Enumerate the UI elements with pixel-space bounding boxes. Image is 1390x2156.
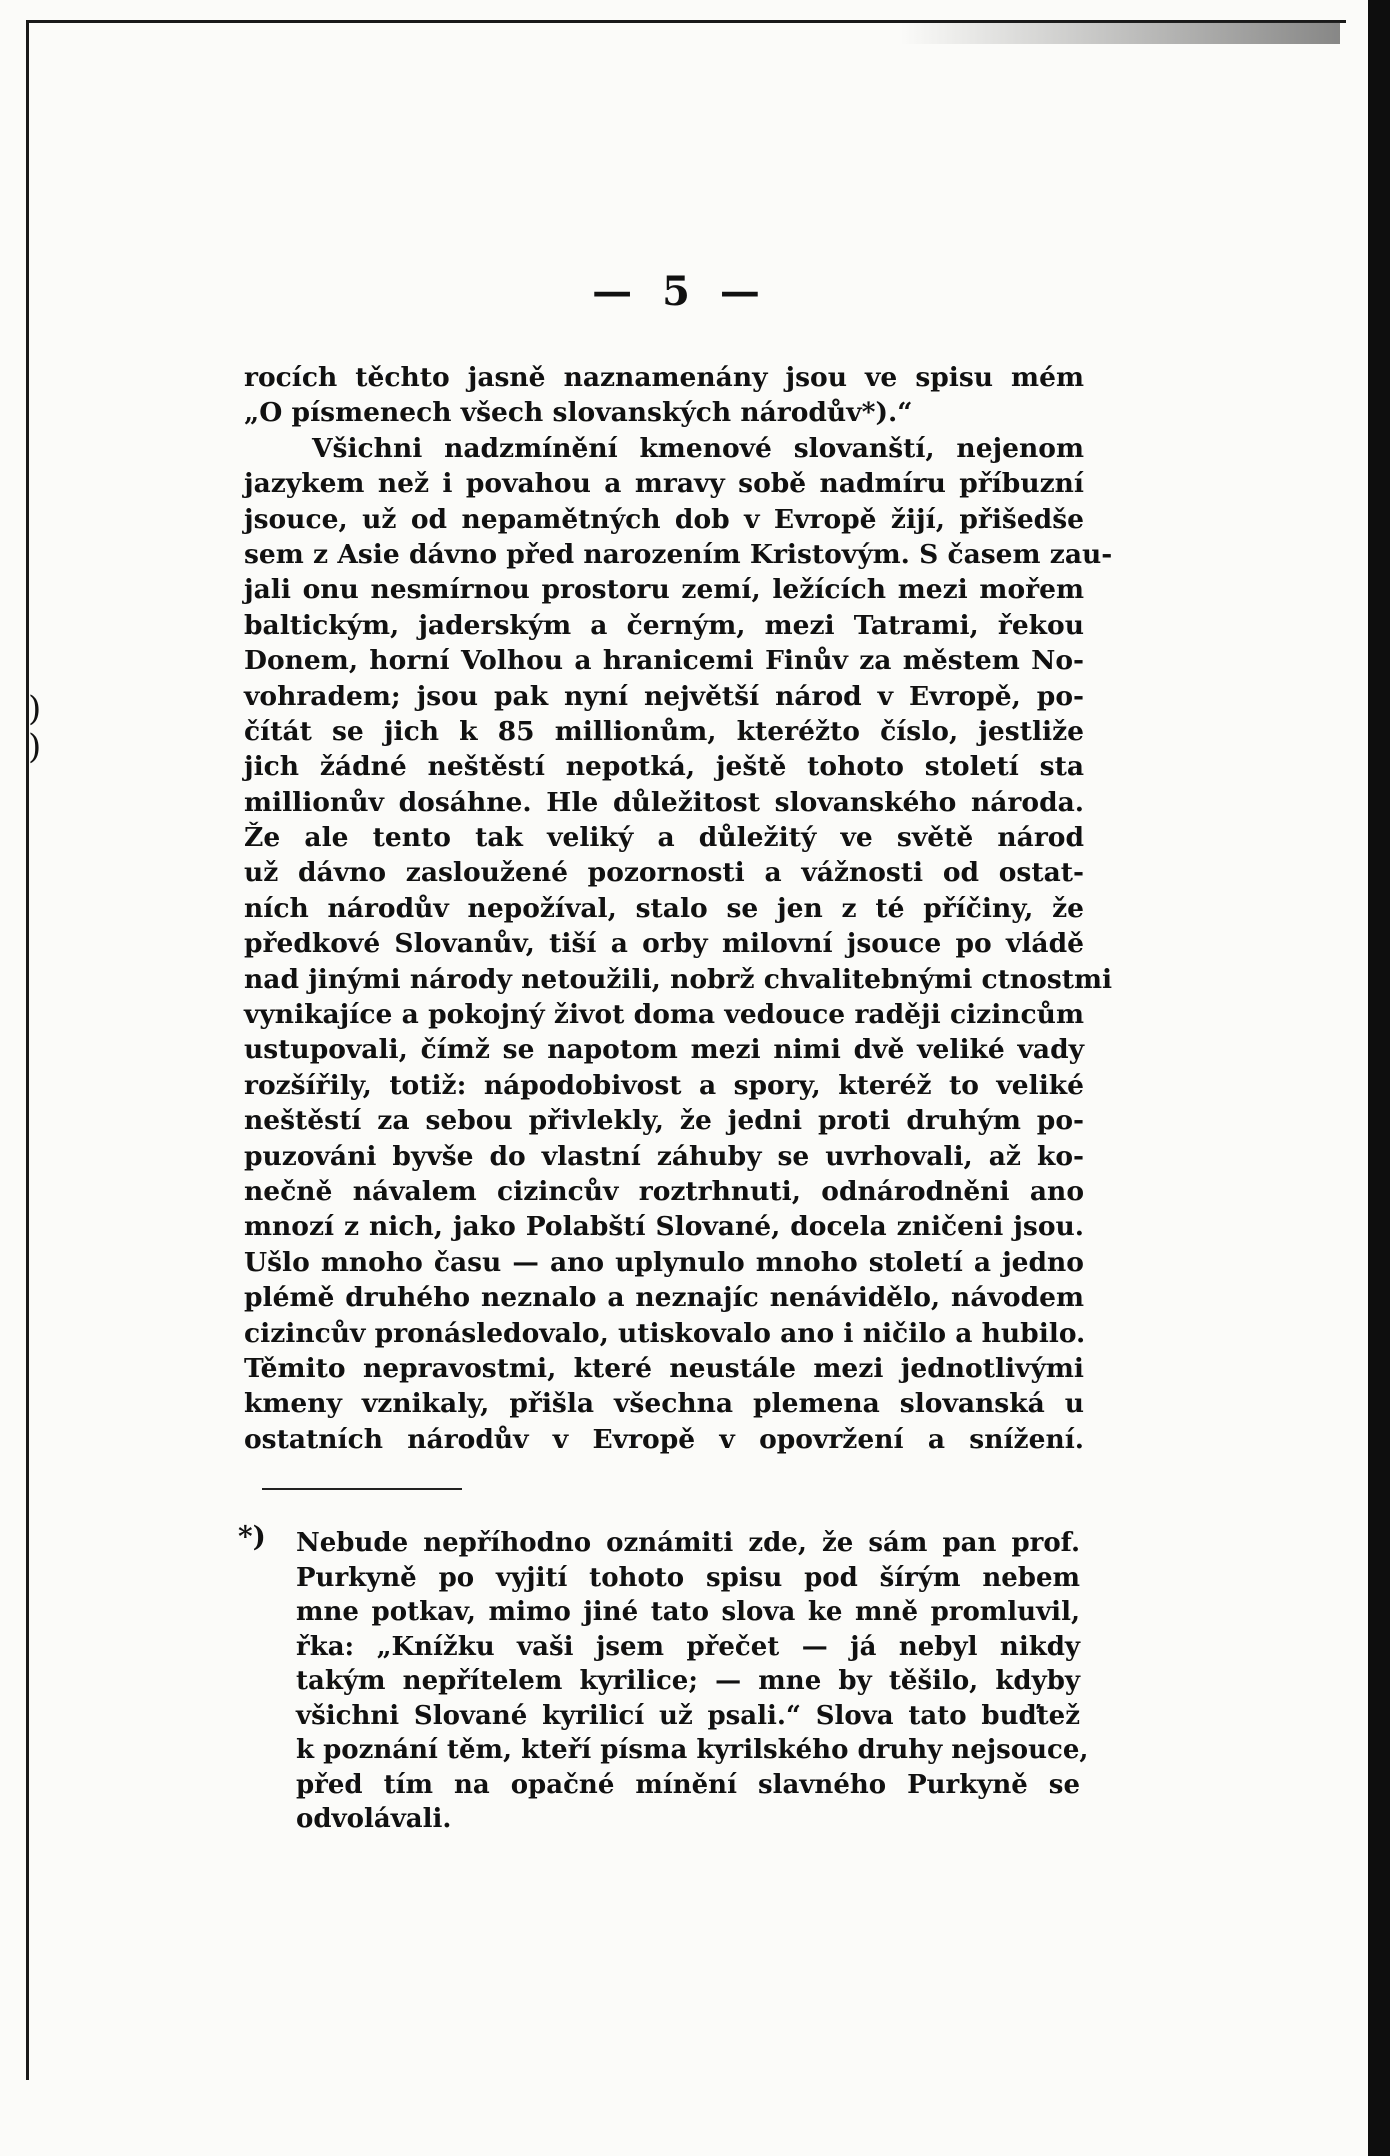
text-line: sem z Asie dávno před narozením Kristovým. S časem zau- <box>244 538 1113 570</box>
footnote-line: Purkyně po vyjití tohoto spisu pod šírým nebem <box>296 1562 1080 1593</box>
footnote-line: mne potkav, mimo jiné tato slova ke mně promluvil, <box>296 1597 1080 1627</box>
footnote-line: k poznání těm, kteří písma kyrilského druhy nejsouce, <box>296 1735 1089 1765</box>
footnote-line: Nebude nepříhodno oznámiti zde, že sám pan prof. <box>296 1528 1080 1558</box>
text-line: Že ale tento tak veliký a důležitý ve světě národ <box>244 822 1084 854</box>
text-line: jich žádné neštěstí nepotká, ještě tohoto století sta <box>244 751 1084 783</box>
footnote <box>296 1526 1089 1837</box>
text-line: jsouce, už od nepamětných dob v Evropě žijí, přišedše <box>244 503 1084 535</box>
footnote-marker: *) <box>238 1520 266 1553</box>
text-line: nad jinými národy netoužili, nobrž chvalitebnými ctnostmi <box>244 963 1113 995</box>
text-line: Ušlo mnoho času — ano uplynulo mnoho století a jedno <box>244 1246 1084 1278</box>
text-line: rozšířily, totiž: nápodobivost a spory, kteréž to veliké <box>244 1069 1084 1101</box>
footnote-line: odvolávali. <box>296 1804 452 1834</box>
text-line: cizincův pronásledovalo, utiskovalo ano i ničilo a hubilo. <box>244 1317 1086 1349</box>
footnote-divider <box>262 1488 462 1490</box>
footnote-line: takým nepřítelem kyrilice; — mne by těšilo, kdyby <box>296 1666 1080 1696</box>
text-line: ních národův nepožíval, stalo se jen z té příčiny, že <box>244 892 1084 924</box>
text-line: nečně návalem cizincův roztrhnuti, odnárodněni ano <box>244 1175 1084 1207</box>
text-line: vohradem; jsou pak nyní největší národ v Evropě, po- <box>244 680 1084 712</box>
scan-edge-right <box>1368 0 1390 2156</box>
text-line: Těmito nepravostmi, které neustále mezi jednotlivými <box>244 1352 1084 1384</box>
text-line: kmeny vznikaly, přišla všechna plemena slovanská u <box>244 1388 1084 1420</box>
page-number: — 5 — <box>592 268 768 315</box>
text-line: jali onu nesmírnou prostoru zemí, ležících mezi mořem <box>244 574 1084 606</box>
text-line: už dávno zasloužené pozornosti a vážnosti od ostat- <box>244 857 1084 889</box>
text-line: plémě druhého neznalo a neznajíc nenávidělo, návodem <box>244 1282 1084 1314</box>
text-line: Všichni nadzmínění kmenové slovanští, nejenom <box>312 432 1084 464</box>
text-line: čítát se jich k 85 millionům, kteréžto číslo, jestliže <box>244 715 1084 747</box>
footnote-line: všichni Slované kyrilicí už psali.“ Slova tato buďtež <box>296 1700 1080 1731</box>
text-line: ostatních národův v Evropě v opovržení a snížení. <box>244 1423 1084 1455</box>
footnote-line: před tím na opačné mínění slavného Purkyně se <box>296 1769 1080 1800</box>
scan-border-left <box>26 20 29 2080</box>
text-line: neštěstí za sebou přivlekly, že jedni proti druhým po- <box>244 1105 1084 1137</box>
text-line: mnozí z nich, jako Polabští Slované, docela zničeni jsou. <box>244 1211 1084 1243</box>
text-line: Donem, horní Volhou a hranicemi Finův za městem No- <box>244 645 1084 677</box>
margin-mark: ) <box>28 689 42 729</box>
margin-mark: ) <box>28 727 42 767</box>
text-line: puzováni byvše do vlastní záhuby se uvrhovali, až ko- <box>244 1140 1084 1172</box>
text-line: millionův dosáhne. Hle důležitost slovanského národa. <box>244 786 1084 818</box>
text-line: jazykem než i povahou a mravy sobě nadmíru příbuzní <box>244 468 1084 500</box>
text-line: „O písmenech všech slovanských národův*).“ <box>244 397 913 429</box>
text-line: vynikajíce a pokojný život doma vedouce raději cizincům <box>244 999 1084 1031</box>
text-line: rocích těchto jasně naznamenány jsou ve spisu mém <box>244 362 1084 393</box>
text-line: baltickým, jaderským a černým, mezi Tatrami, řekou <box>244 609 1084 641</box>
text-line: ustupovali, čímž se napotom mezi nimi dvě veliké vady <box>244 1034 1084 1066</box>
text-line: předkové Slovanův, tiší a orby milovní jsouce po vládě <box>244 928 1084 960</box>
footnote-line: řka: „Knížku vaši jsem přečet — já nebyl nikdy <box>296 1631 1080 1662</box>
scan-smudge <box>900 22 1340 44</box>
main-text <box>244 360 1113 1457</box>
